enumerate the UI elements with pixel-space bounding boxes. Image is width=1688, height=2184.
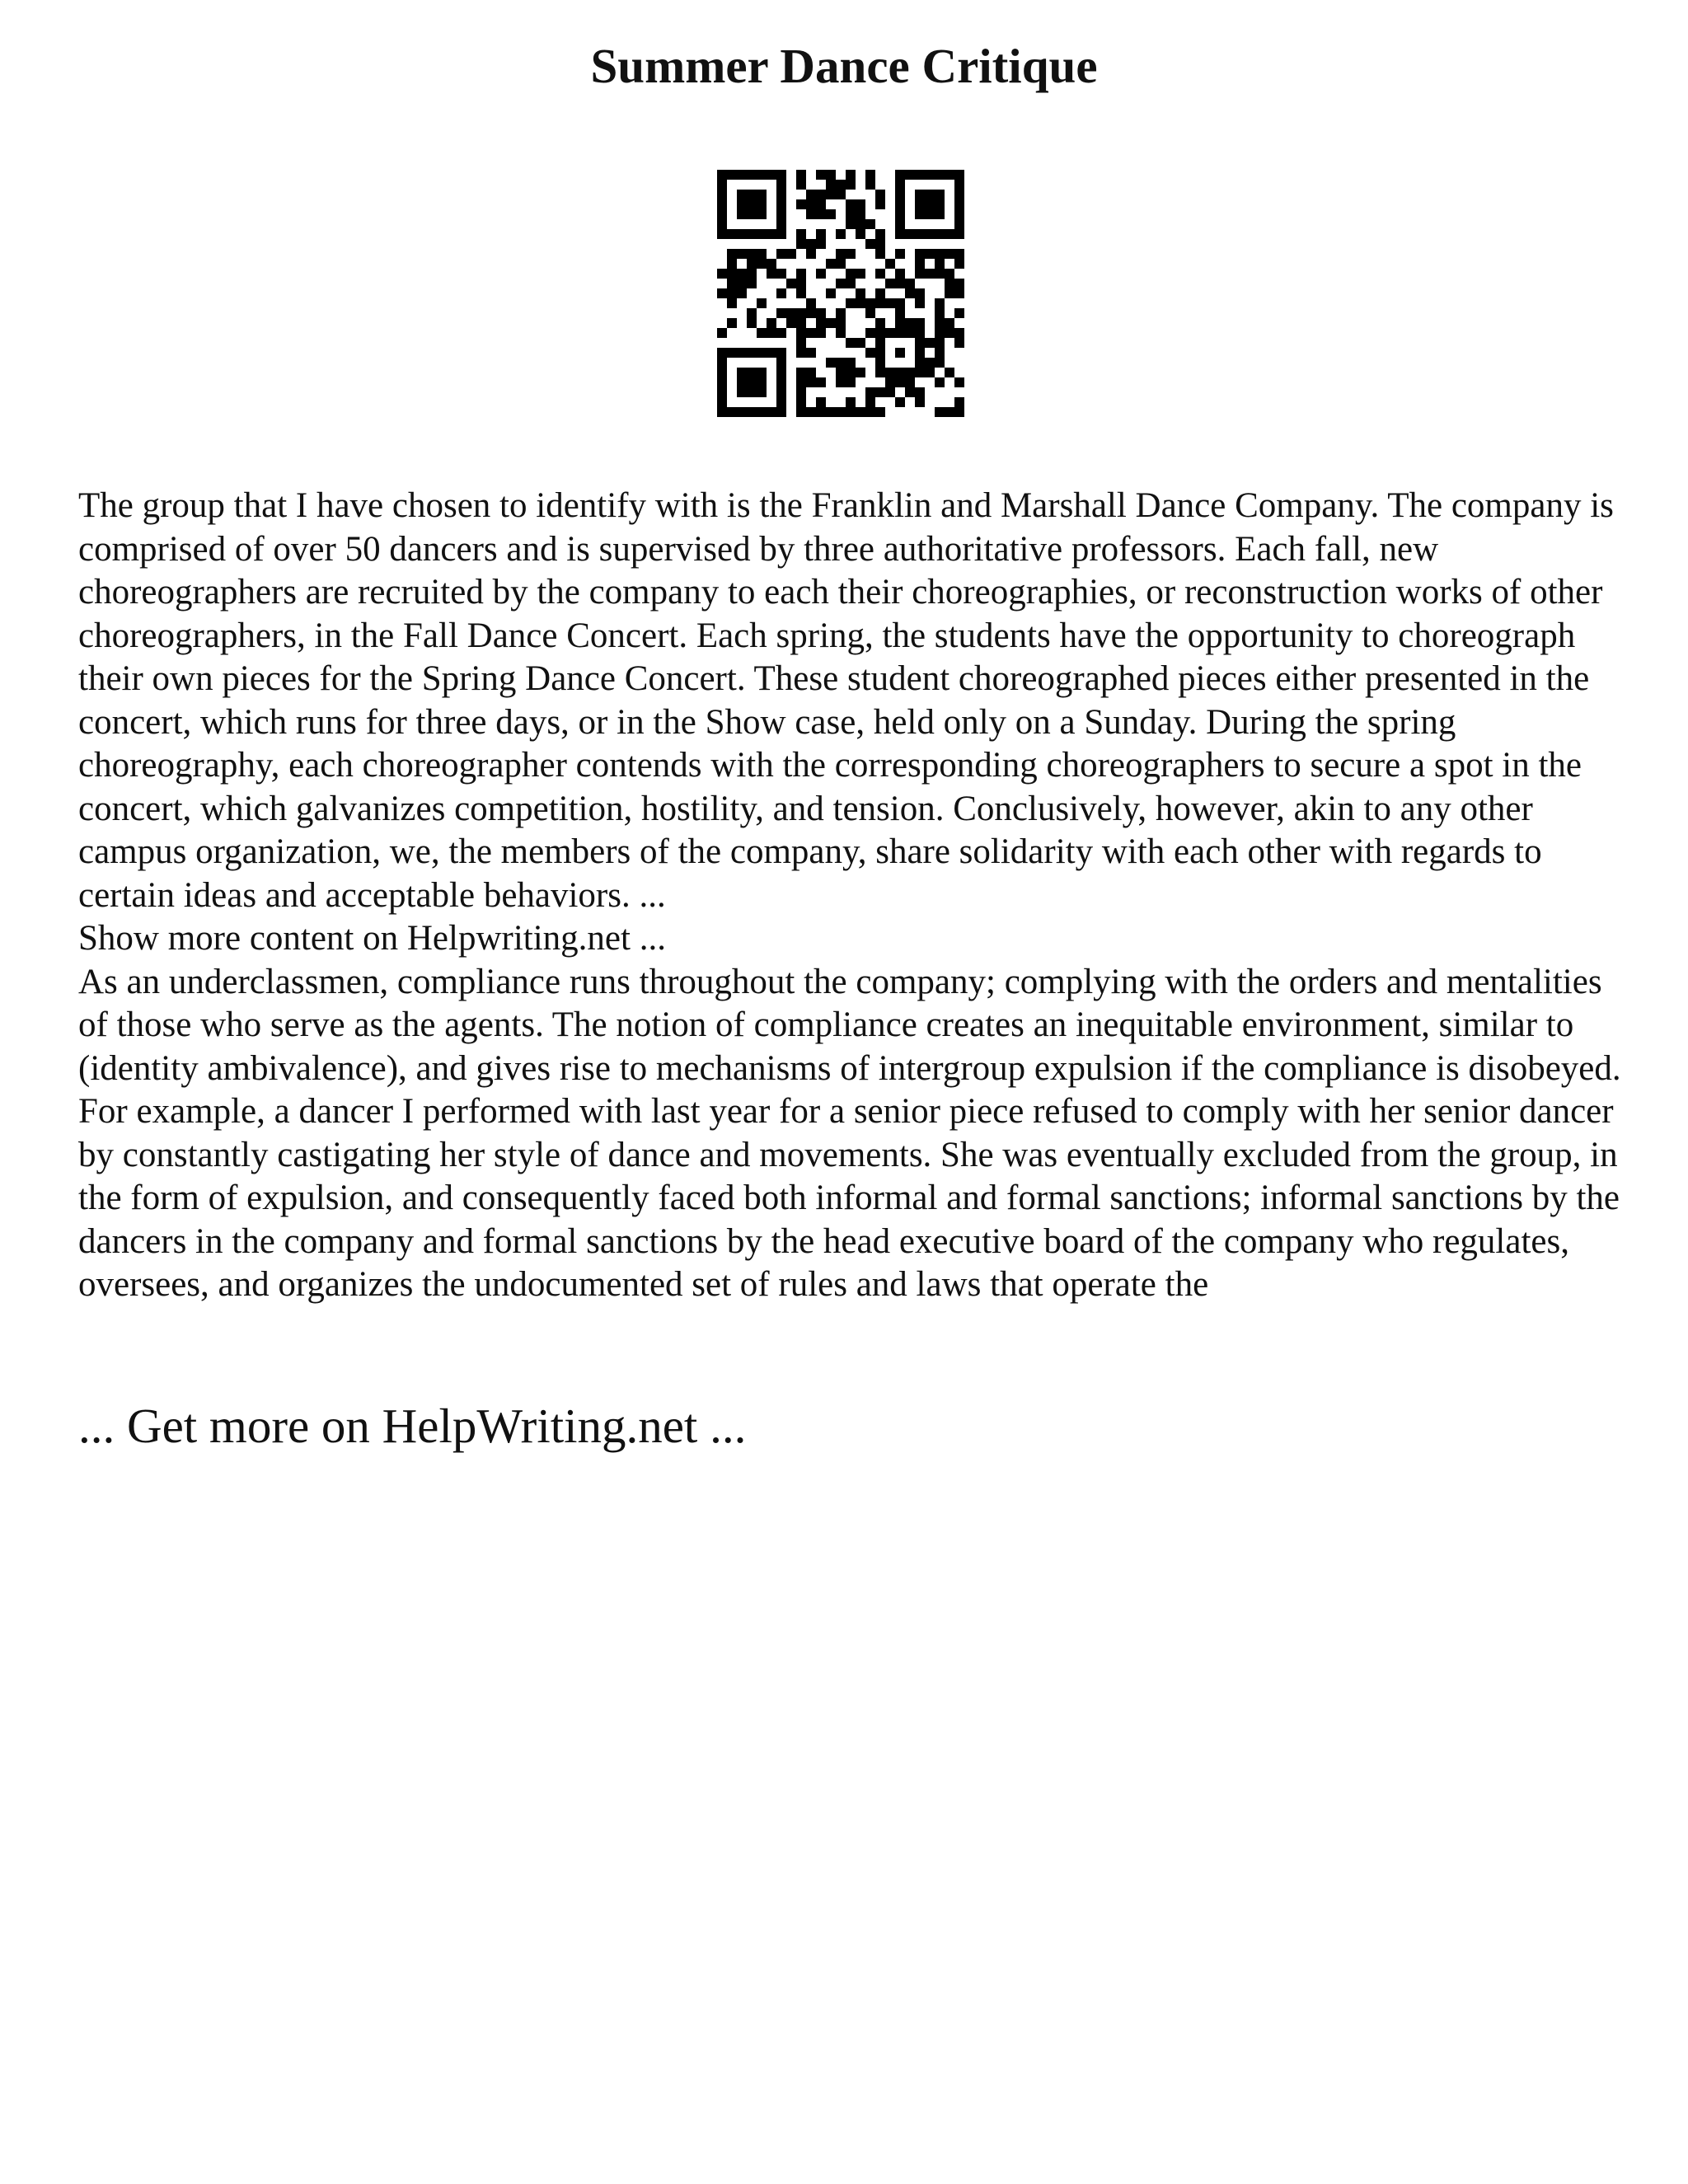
show-more-line: Show more content on Helpwriting.net ... [78,919,666,958]
paragraph-intro: The group that I have chosen to identify with is the Franklin and Marshall Dance Company. The company is comprised of over 50 dancers and is supervised by three authoritative professors. Each fall, new choreographers are recruited by the company to each their choreographies, or reconstruction works of other choreographers, in the Fall Dance Concert. Each spring, the students have the opportunity to choreograph their own pieces for the Spring Dance Concert. These student choreographed pieces either presented in the concert, which runs for three days, or in the Show case, held only on a Sunday. During the spring choreography, each choreographer contends with the corresponding choreographers to secure a spot in the concert, which galvanizes competition, hostility, and tension. Conclusively, however, akin to any other campus organization, we, the members of the company, share solidarity with each other with regards to certain ideas and acceptable behaviors. ... [78,486,1614,915]
qr-code-graphic [717,170,964,417]
document-title: Summer Dance Critique [590,39,1098,93]
qr-code-icon [717,170,964,417]
paragraph-compliance: As an underclassmen, compliance runs throughout the company; complying with the orders and mentalities of those who serve as the agents. The notion of compliance creates an inequitable environment, similar to (identity ambivalence), and gives rise to mechanisms of intergroup expulsion if the compliance is disobeyed. For example, a dancer I performed with last year for a senior piece refused to comply with her senior dancer by constantly castigating her style of dance and movements. She was eventually excluded from the group, in the form of expulsion, and consequently faced both informal and formal sanctions; informal sanctions by the dancers in the company and formal sanctions by the head executive board of the company who regulates, oversees, and organizes the undocumented set of rules and laws that operate the [78,962,1621,1304]
document-body [78,485,1628,1307]
get-more-link[interactable]: ... Get more on HelpWriting.net ... [78,1399,747,1453]
